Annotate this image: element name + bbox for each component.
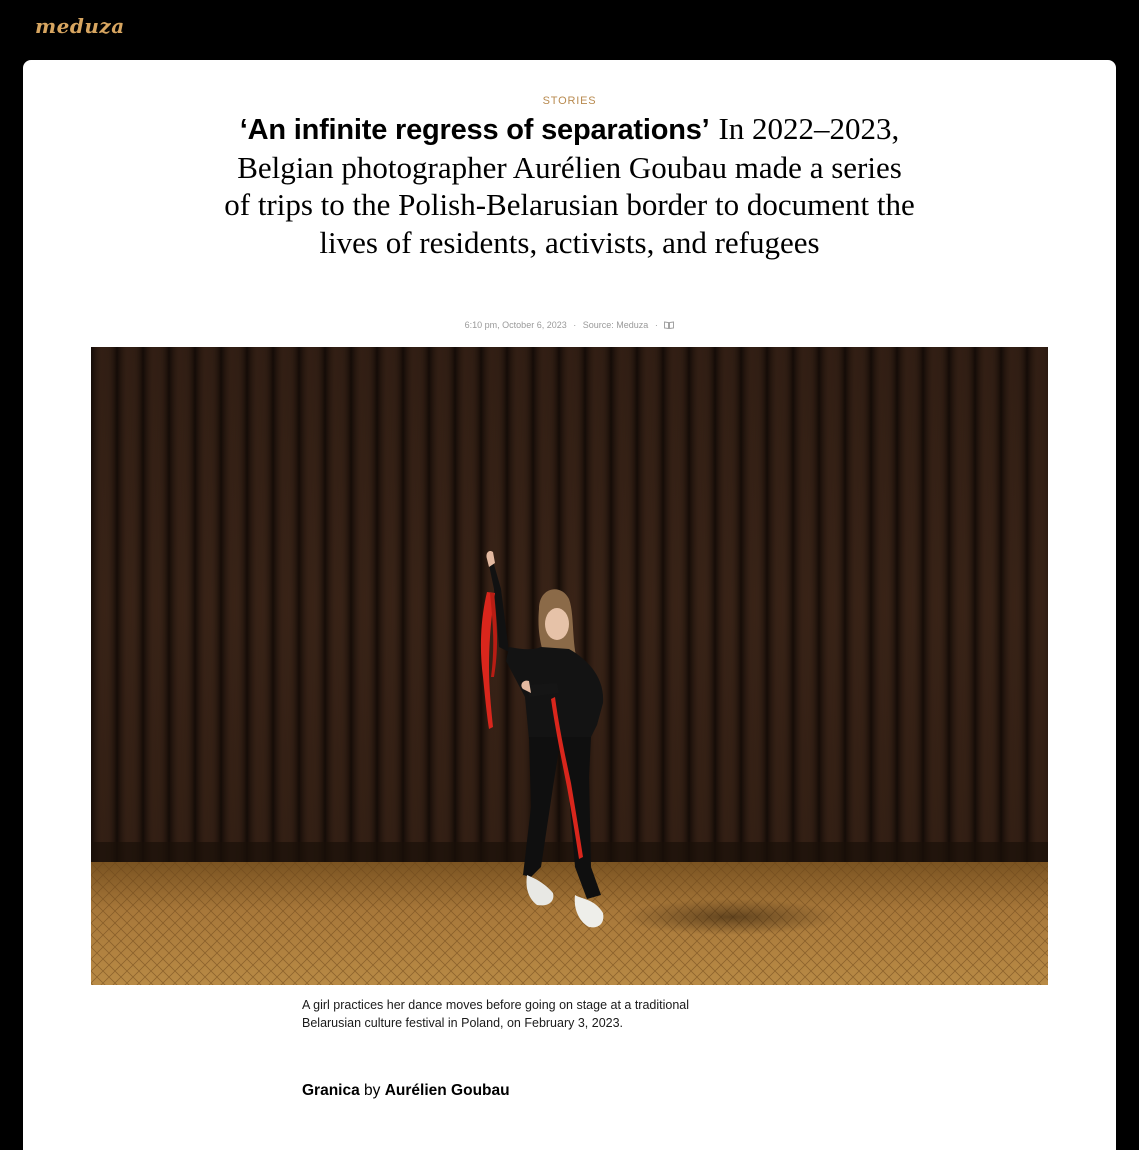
author-name: Aurélien Goubau — [384, 1082, 510, 1099]
article-photo — [91, 347, 1048, 985]
article-card — [23, 60, 1116, 1150]
publish-timestamp: 6:10 pm, October 6, 2023 — [464, 320, 567, 330]
photo-credit — [302, 1082, 510, 1100]
source-label: Source: Meduza — [582, 320, 649, 330]
meta-separator: · — [654, 320, 658, 330]
headline-subtitle: In 2022–2023, Belgian photographer Aurélien Goubau made a series of trips to the Polish-Belarusian border to document the lives of residents, activists, and refugees — [224, 111, 915, 260]
bookmark-book-icon[interactable] — [664, 321, 674, 329]
meduza-logo[interactable]: meduza — [35, 14, 125, 38]
credit-by: by — [364, 1082, 381, 1099]
headline-title: ‘An infinite regress of separations’ — [239, 114, 710, 146]
meta-separator: · — [573, 320, 577, 330]
photo-caption: A girl practices her dance moves before going on stage at a traditional Belarusian culture festival in Poland, on February 3, 2023. — [302, 998, 690, 1030]
top-navigation-bar — [0, 0, 1139, 60]
article-headline — [223, 110, 916, 261]
article-meta — [23, 320, 1116, 330]
project-name: Granica — [302, 1082, 360, 1099]
rubric-link[interactable]: STORIES — [542, 95, 597, 107]
